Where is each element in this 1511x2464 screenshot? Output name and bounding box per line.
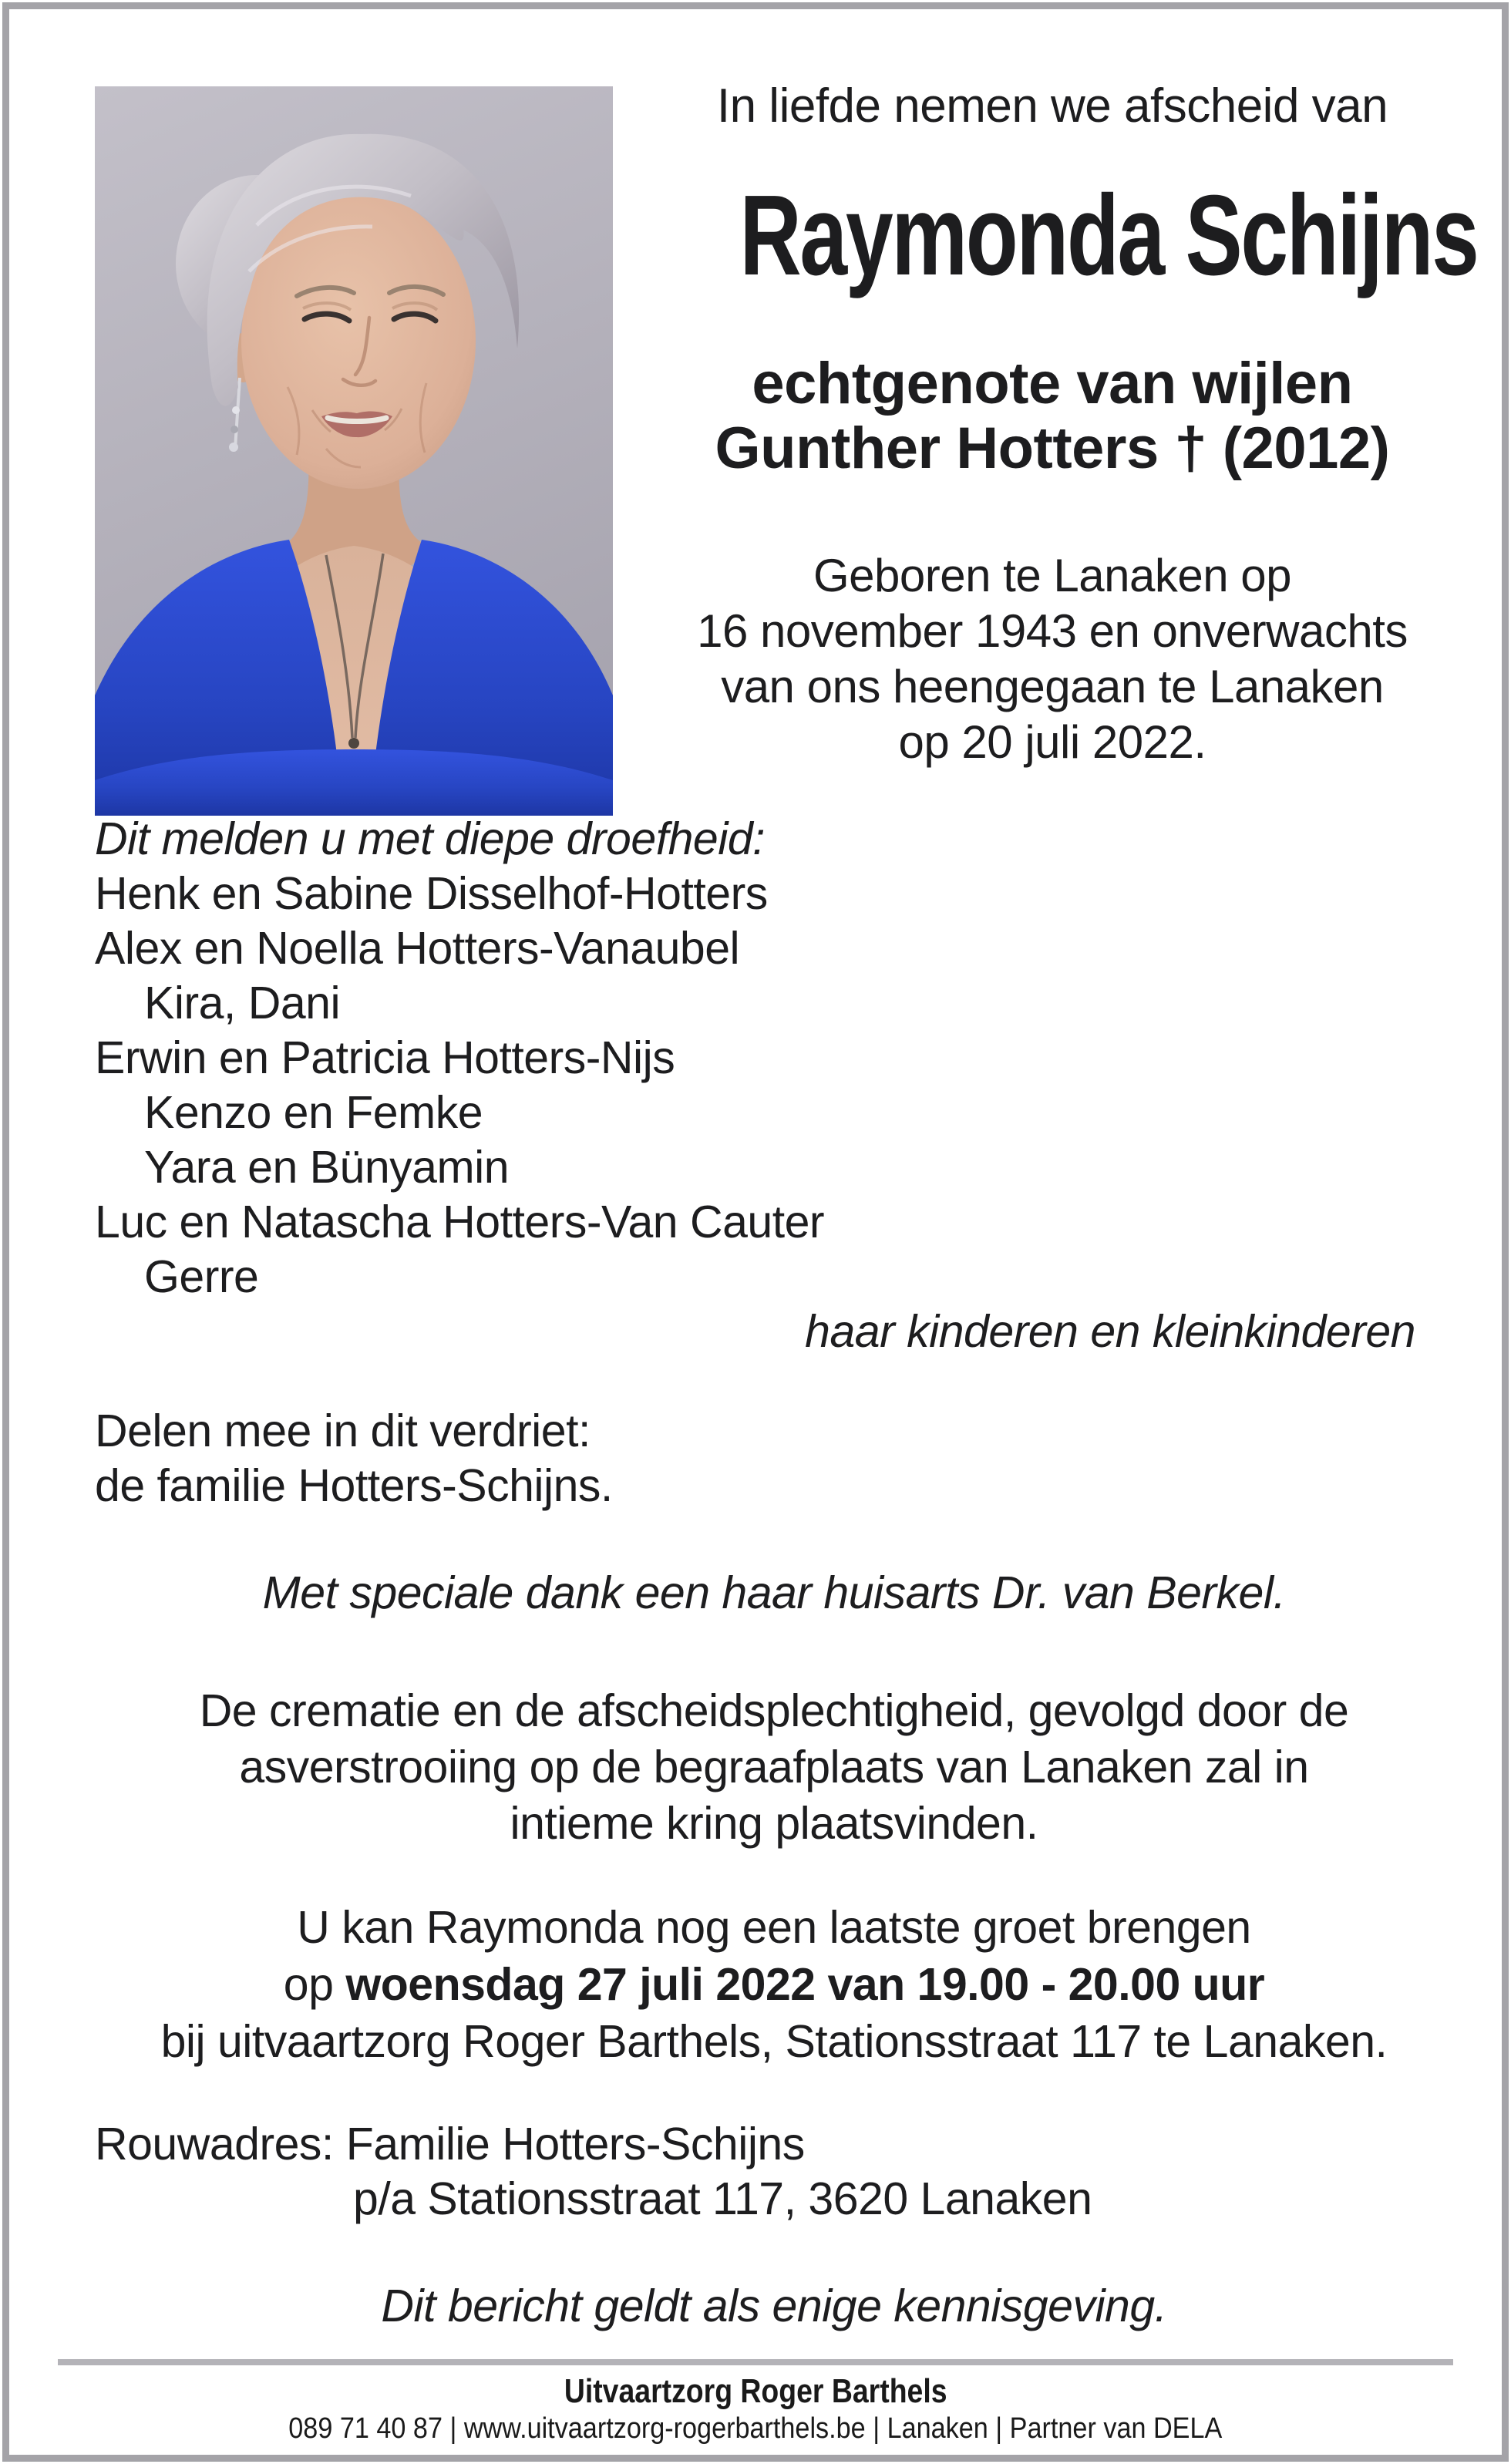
footer-divider (58, 2359, 1453, 2365)
family-member: Kenzo en Femke (144, 1087, 483, 1138)
visit-line-3: bij uitvaartzorg Roger Barthels, Stationsstraat 117 te Lanaken. (160, 2016, 1388, 2067)
life-line: op 20 juli 2022. (898, 716, 1206, 768)
family-member: Luc en Natascha Hotters-Van Cauter (95, 1197, 825, 1247)
visit-line-1: U kan Raymonda nog een laatste groet brengen (297, 1902, 1251, 1953)
life-line: Geboren te Lanaken op (813, 550, 1291, 601)
cremation-line: asverstrooiing op de begraafplaats van Lanaken zal in (239, 1742, 1309, 1792)
family-heading: Dit melden u met diepe droefheid: (95, 813, 766, 864)
visit-line-2-prefix: op (283, 1959, 346, 2010)
visit-line-2 (95, 1956, 1453, 2013)
family-member: Henk en Sabine Disselhof-Hotters (95, 868, 768, 919)
family-member: Kira, Dani (144, 978, 341, 1028)
notice-line: Dit bericht geldt als enige kennisgeving. (381, 2281, 1167, 2331)
condolence-block (95, 1404, 1453, 1513)
condolence-line-2: de familie Hotters-Schijns. (95, 1460, 613, 1511)
mourning-address-block (95, 2117, 1453, 2227)
life-line: van ons heengegaan te Lanaken (721, 661, 1384, 712)
funeral-home-name: Uitvaartzorg Roger Barthels (564, 2372, 947, 2410)
spouse-line-1: echtgenote van wijlen (752, 351, 1353, 416)
visit-date-time: woensdag 27 juli 2022 van 19.00 - 20.00 uur (345, 1959, 1265, 2010)
funeral-home-contact: 089 71 40 87 | www.uitvaartzorg-rogerbarthels.be | Lanaken | Partner van DELA (288, 2412, 1223, 2445)
portrait-photo (95, 86, 613, 816)
header-column (617, 0, 1488, 770)
intro-line: In liefde nemen we afscheid van (716, 79, 1388, 133)
family-member: Yara en Bünyamin (144, 1142, 510, 1193)
relation-line: haar kinderen en kleinkinderen (805, 1306, 1415, 1357)
birth-death-lines (617, 548, 1488, 770)
cremation-line: intieme kring plaatsvinden. (510, 1798, 1038, 1849)
portrait-illustration (95, 86, 613, 816)
cremation-line: De crematie en de afscheidsplechtigheid, gevolgd door de (199, 1685, 1349, 1736)
life-line: 16 november 1943 en onverwachts (697, 605, 1408, 657)
footer (0, 2373, 1511, 2445)
family-member: Erwin en Patricia Hotters-Nijs (95, 1032, 675, 1083)
spouse-lines (617, 352, 1488, 481)
deceased-name: Raymonda Schijns (739, 172, 1478, 299)
spouse-line-2: Gunther Hotters † (2012) (715, 416, 1390, 481)
condolence-line-1: Delen mee in dit verdriet: (95, 1405, 591, 1456)
family-member: Gerre (144, 1251, 259, 1302)
family-member: Alex en Noella Hotters-Vanaubel (95, 923, 740, 974)
thanks-line: Met speciale dank een haar huisarts Dr. van Berkel. (262, 1567, 1286, 1618)
announcement-body (95, 802, 1453, 2334)
visitation-block (95, 1899, 1453, 2070)
cremation-block (95, 1683, 1453, 1852)
mourning-address-line-1: Rouwadres: Familie Hotters-Schijns (95, 2119, 805, 2169)
mourning-address-line-2: p/a Stationsstraat 117, 3620 Lanaken (353, 2173, 1092, 2224)
